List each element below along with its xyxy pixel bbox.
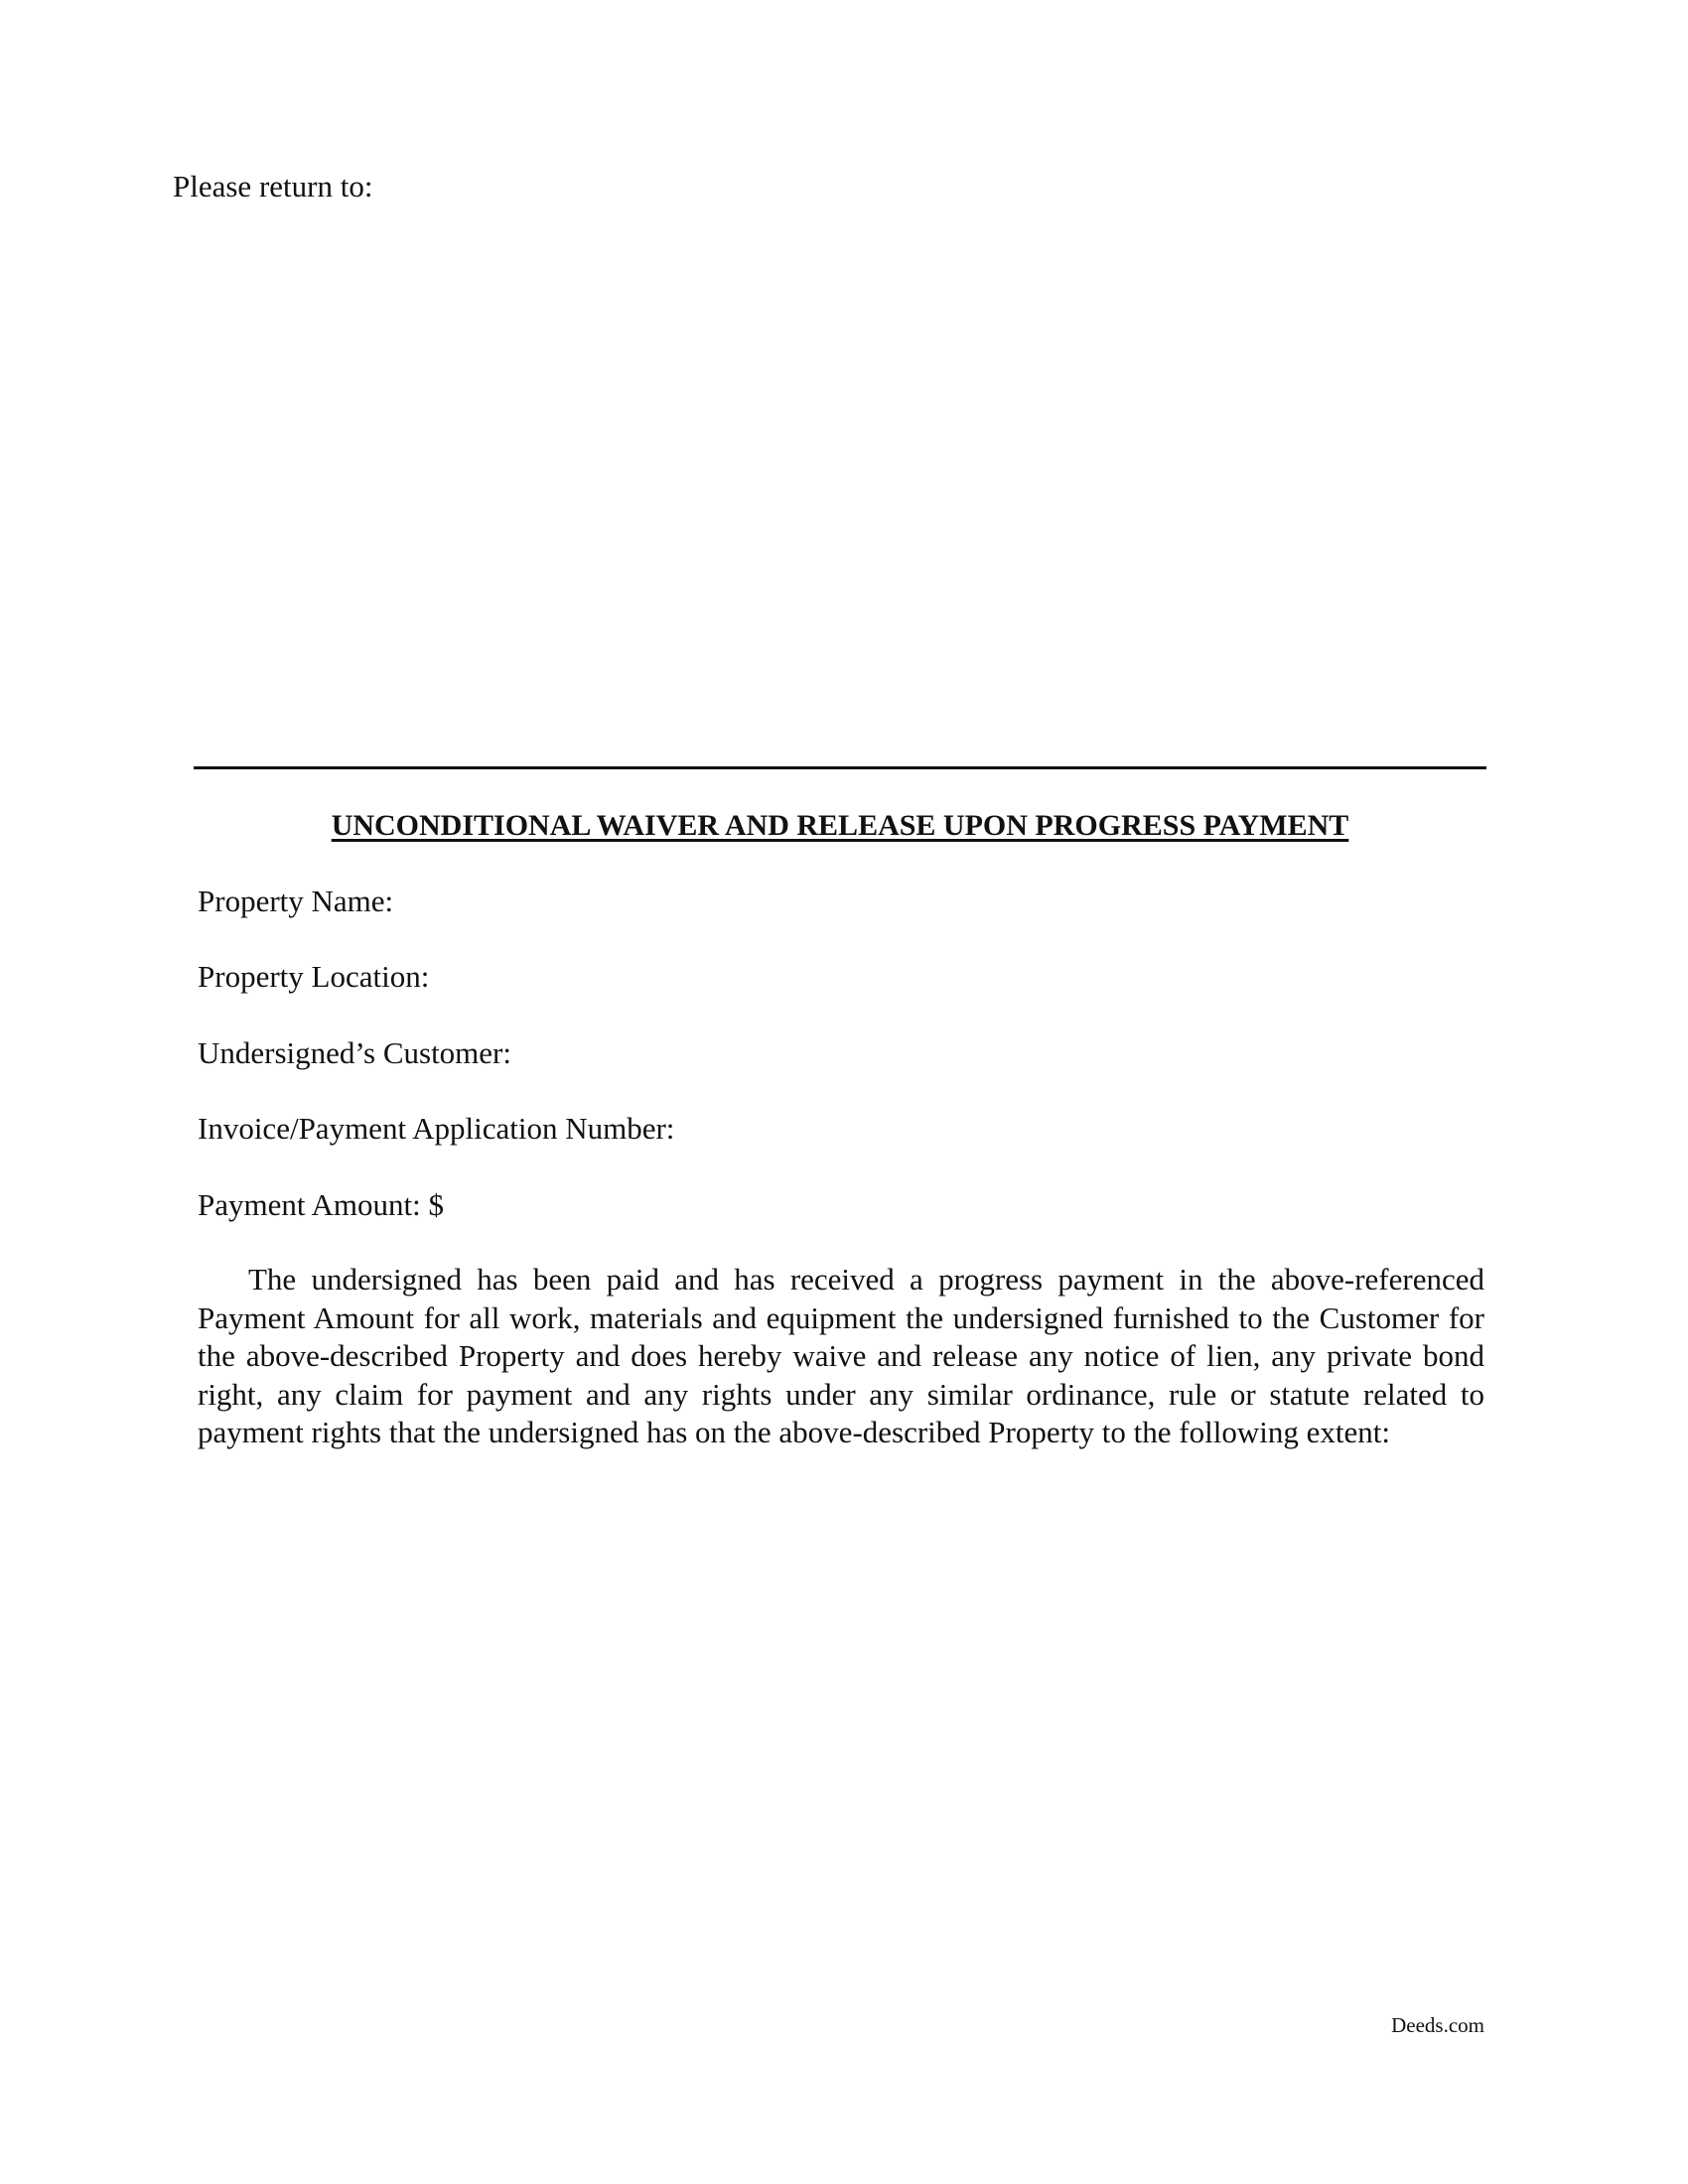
payment-amount-label: Payment Amount: $ [198,1187,444,1222]
property-location-label: Property Location: [198,959,430,994]
invoice-number-label: Invoice/Payment Application Number: [198,1111,675,1146]
return-to-label: Please return to: [173,169,373,204]
document-title: UNCONDITIONAL WAIVER AND RELEASE UPON PROGRESS PAYMENT [331,809,1349,842]
footer-brand: Deeds.com [1391,2013,1484,2037]
property-name-label: Property Name: [198,884,394,918]
horizontal-divider [194,766,1486,769]
waiver-body-paragraph: The undersigned has been paid and has received a progress payment in the above-referenced Payment Amount for all work, materials and equipment the undersigned furnished to the Customer for the above-described Property and does hereby waive and release any notice of lien, any private bond right, any claim for payment and any rights under any similar ordinance, rule or statute related to payment rights that the undersigned has on the above-described Property to the following extent: [198,1262,1484,1449]
customer-label: Undersigned’s Customer: [198,1035,511,1070]
